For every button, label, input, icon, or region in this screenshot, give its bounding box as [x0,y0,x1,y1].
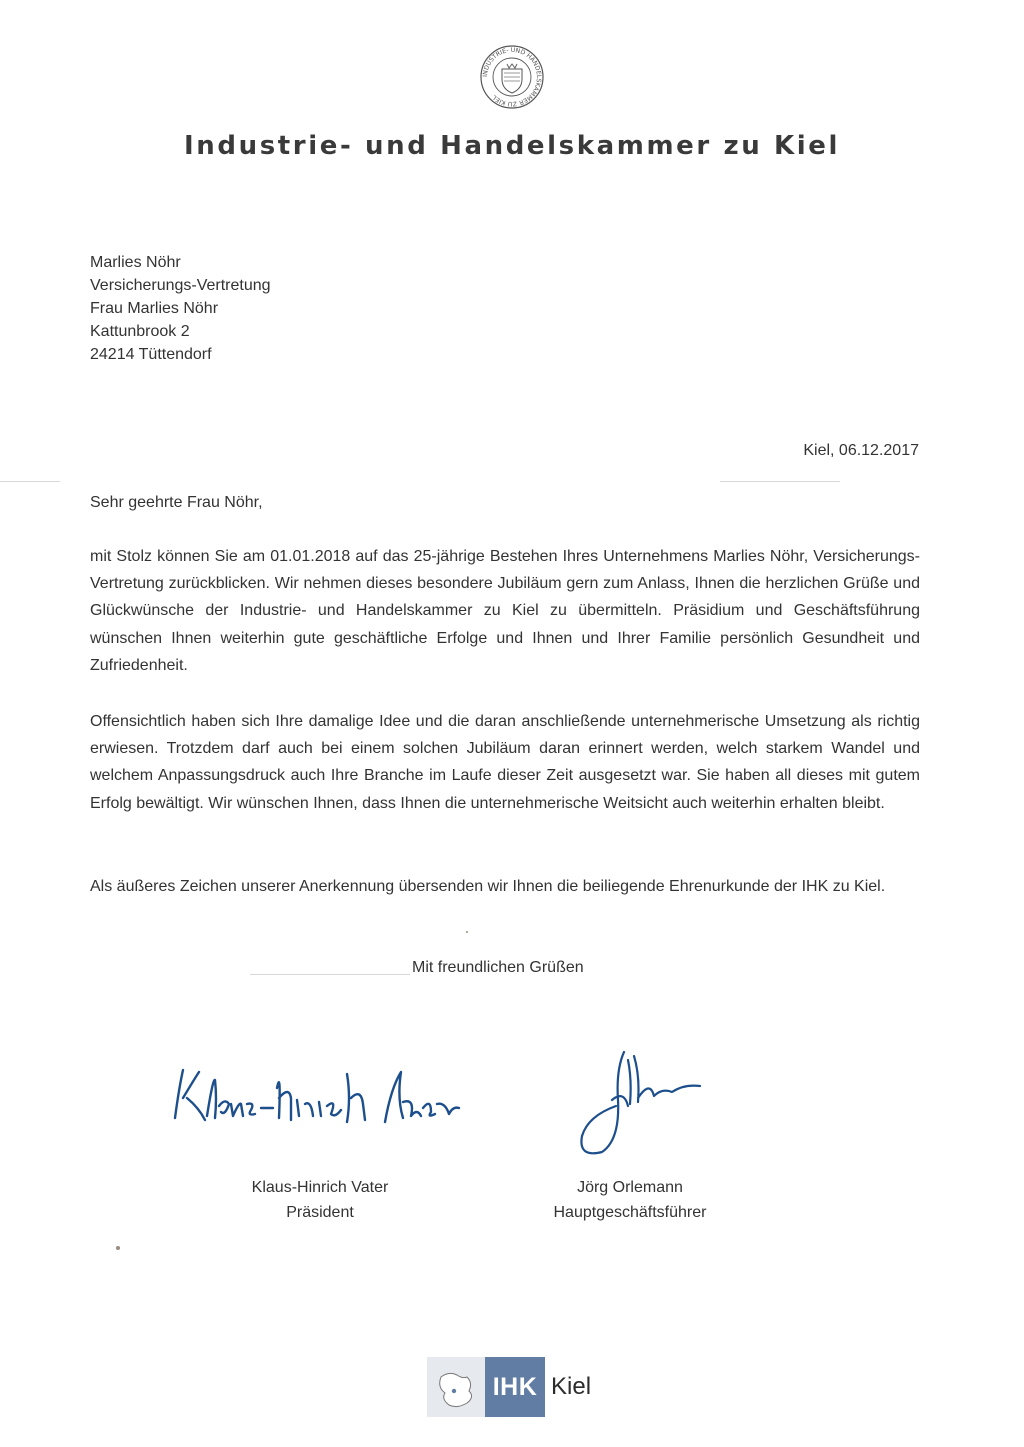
signatory-1 [220,1175,420,1225]
signatory-2 [530,1175,730,1225]
signatory-role: Hauptgeschäftsführer [553,1204,707,1221]
recipient-line: Marlies Nöhr [90,254,181,271]
organization-title: Industrie- und Handelskammer zu Kiel [184,131,840,161]
scan-mark [720,481,840,482]
body-paragraph: mit Stolz können Sie am 01.01.2018 auf das 25-jährige Bestehen Ihres Unternehmens Marlies Nöhr, Versicherungs-Vertretung zurückblicken. Wir nehmen dieses besondere Jubiläum gern zum Anlass, Ihnen die herzlichen Grüße und Glückwünsche der Industrie- und Handelskammer zu Kiel zu übermitteln. Präsidium und Geschäftsführung wünschen Ihnen weiterhin gute geschäftliche Erfolge und Ihnen und Ihrer Familie persönlich Gesundheit und Zufriedenheit. [90,548,920,674]
closing-phrase: Mit freundlichen Grüßen [412,959,584,976]
chamber-seal-icon [479,44,545,110]
scan-speck [466,931,468,933]
recipient-address [90,251,271,366]
scan-mark [0,481,60,482]
ihk-city: Kiel [551,1373,592,1400]
recipient-line: Versicherungs-Vertretung [90,277,271,294]
signature-klaus-hinrich-vater [165,1058,465,1140]
ihk-kiel-logo [427,1357,591,1417]
body-paragraph: Offensichtlich haben sich Ihre damalige Idee und die daran anschließende unternehmerische Umsetzung als richtig erwiesen. Trotzdem darf auch bei einem solchen Jubiläum daran erinnert werden, welch starkem Wandel und welchem Anpassungsdruck auch Ihre Branche im Laufe dieser Zeit ausgesetzt war. Sie haben all dieses mit gutem Erfolg bewältigt. Wir wünschen Ihnen, dass Ihnen die unternehmerische Weitsicht auch weiterhin erhalten bleibt. [90,713,920,812]
signatory-name: Jörg Orlemann [577,1179,683,1196]
scan-mark [250,974,410,975]
recipient-line: 24214 Tüttendorf [90,346,212,363]
body-paragraph: Als äußeres Zeichen unserer Anerkennung übersenden wir Ihnen die beiliegende Ehrenurkunde der IHK zu Kiel. [90,878,886,895]
letter-date: Kiel, 06.12.2017 [803,442,919,459]
recipient-line: Kattunbrook 2 [90,323,190,340]
signatory-role: Präsident [286,1204,354,1221]
salutation: Sehr geehrte Frau Nöhr, [90,494,263,511]
recipient-line: Frau Marlies Nöhr [90,300,219,317]
seal-text: INDUSTRIE- UND HANDELSKAMMER ZU KIEL [481,46,543,108]
schleswig-holstein-map-icon [427,1357,485,1417]
ihk-mark: IHK [485,1357,545,1417]
signatory-name: Klaus-Hinrich Vater [251,1179,389,1196]
signature-joerg-orlemann [572,1040,707,1160]
scan-speck [116,1246,120,1250]
